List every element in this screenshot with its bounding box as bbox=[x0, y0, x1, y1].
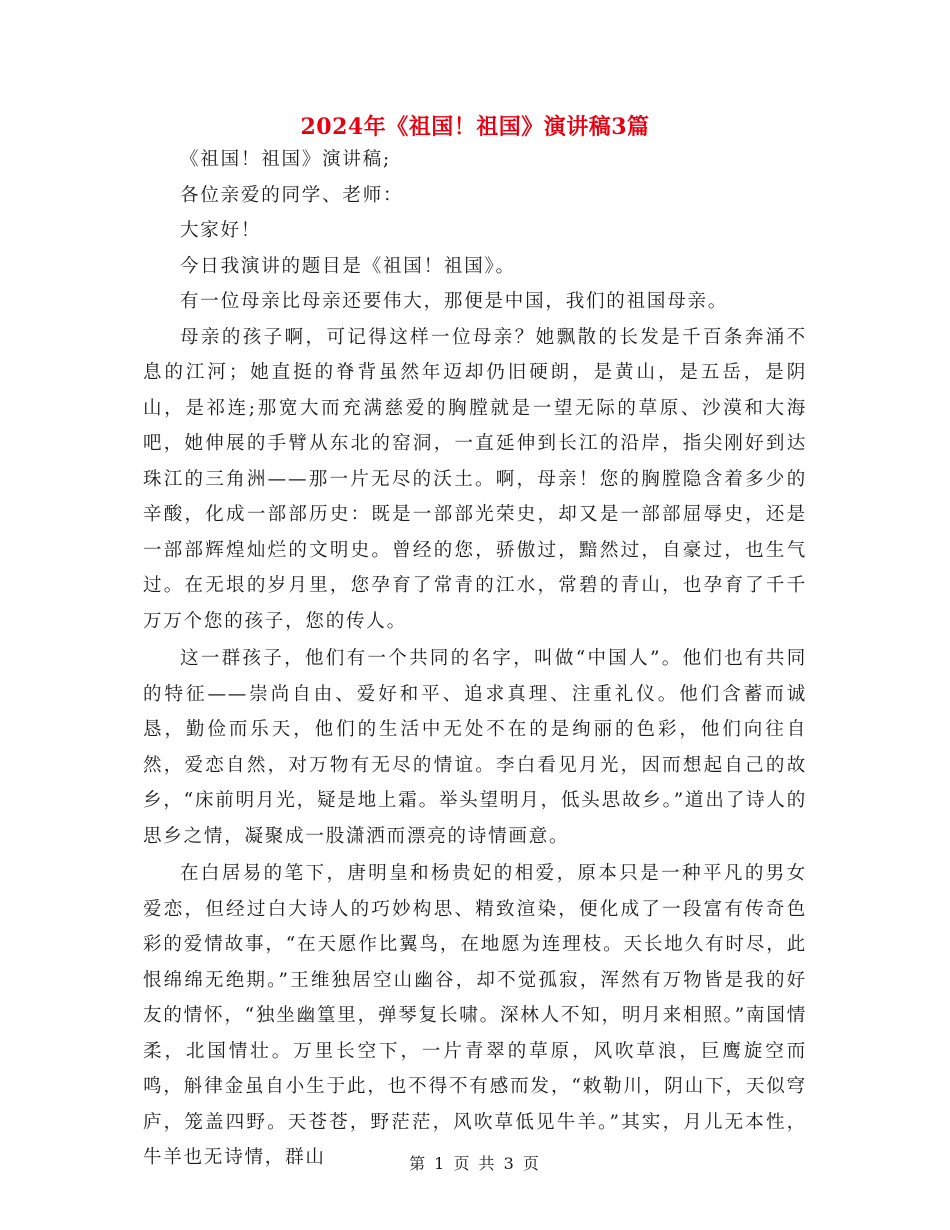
paragraph-salutation: 各位亲爱的同学、老师： bbox=[180, 184, 404, 206]
page-number-footer: 第 1 页 共 3 页 bbox=[409, 1154, 541, 1173]
paragraph-greeting: 大家好！ bbox=[180, 220, 262, 241]
paragraph-mother-description: 母亲的孩子啊，可记得这样一位母亲？她飘散的长发是千百条奔涌不息的江河；她直挺的脊背虽然年迈却仍旧硬朗，是黄山，是五岳，是阴山，是祁连;那宽大而充满慈爱的胸膛就是一望无际的草原、沙漠和大海吧，她伸展的手臂从东北的窑洞，一直延伸到长江的沿岸，指尖刚好到达珠江的三角洲——那一片无尽的沃土。啊，母亲！您的胸膛隐含着多少的辛酸，化成一部部历史：既是一部部光荣史，却又是一部部屈辱史，还是一部部辉煌灿烂的文明史。曾经的您，骄傲过，黯然过，自豪过，也生气过。在无垠的岁月里，您孕育了常青的江水，常碧的青山，也孕育了千千万万个您的孩子，您的传人。 bbox=[143, 326, 807, 632]
paragraph-poetry: 在白居易的笔下，唐明皇和杨贵妃的相爱，原本只是一种平凡的男女爱恋，但经过白大诗人的巧妙构思、精致渲染，便化成了一段富有传奇色彩的爱情故事，“在天愿作比翼鸟，在地愿为连理枝。天长地久有时尽，此恨绵绵无绝期。”王维独居空山幽谷，却不觉孤寂，浑然有万物皆是我的好友的情怀，“独坐幽篁里，弹琴复长啸。深林人不知，明月来相照。”南国情柔，北国情壮。万里长空下，一片青翠的草原，风吹草浪，巨鹰旋空而鸣，斛律金虽自小生于此，也不得不有感而发，“敕勒川，阴山下，天似穹庐，笼盖四野。天苍苍，野茫茫，风吹草低见牛羊。”其实，月儿无本性，牛羊也无诗情，群山 bbox=[143, 863, 807, 1168]
paragraph-chinese-people: 这一群孩子，他们有一个共同的名字，叫做“中国人”。他们也有共同的特征——崇尚自由、爱好和平、追求真理、注重礼仪。他们含蓄而诚恳，勤俭而乐天，他们的生活中无处不在的是绚丽的色彩，他们向往自然，爱恋自然，对万物有无尽的情谊。李白看见月光，因而想起自己的故乡，“床前明月光，疑是地上霜。举头望明月，低头思故乡。”道出了诗人的思乡之情，凝聚成一股潇洒而漂亮的诗情画意。 bbox=[143, 648, 807, 847]
document-body bbox=[143, 142, 807, 1176]
paragraph-topic: 今日我演讲的题目是《祖国！祖国》。 bbox=[180, 255, 516, 277]
paragraph-mother-intro: 有一位母亲比母亲还要伟大，那便是中国，我们的祖国母亲。 bbox=[180, 291, 729, 312]
document-title: 2024年《祖国！祖国》演讲稿3篇 bbox=[300, 114, 650, 140]
paragraph-speech-heading: 《祖国！祖国》演讲稿; bbox=[180, 149, 392, 170]
